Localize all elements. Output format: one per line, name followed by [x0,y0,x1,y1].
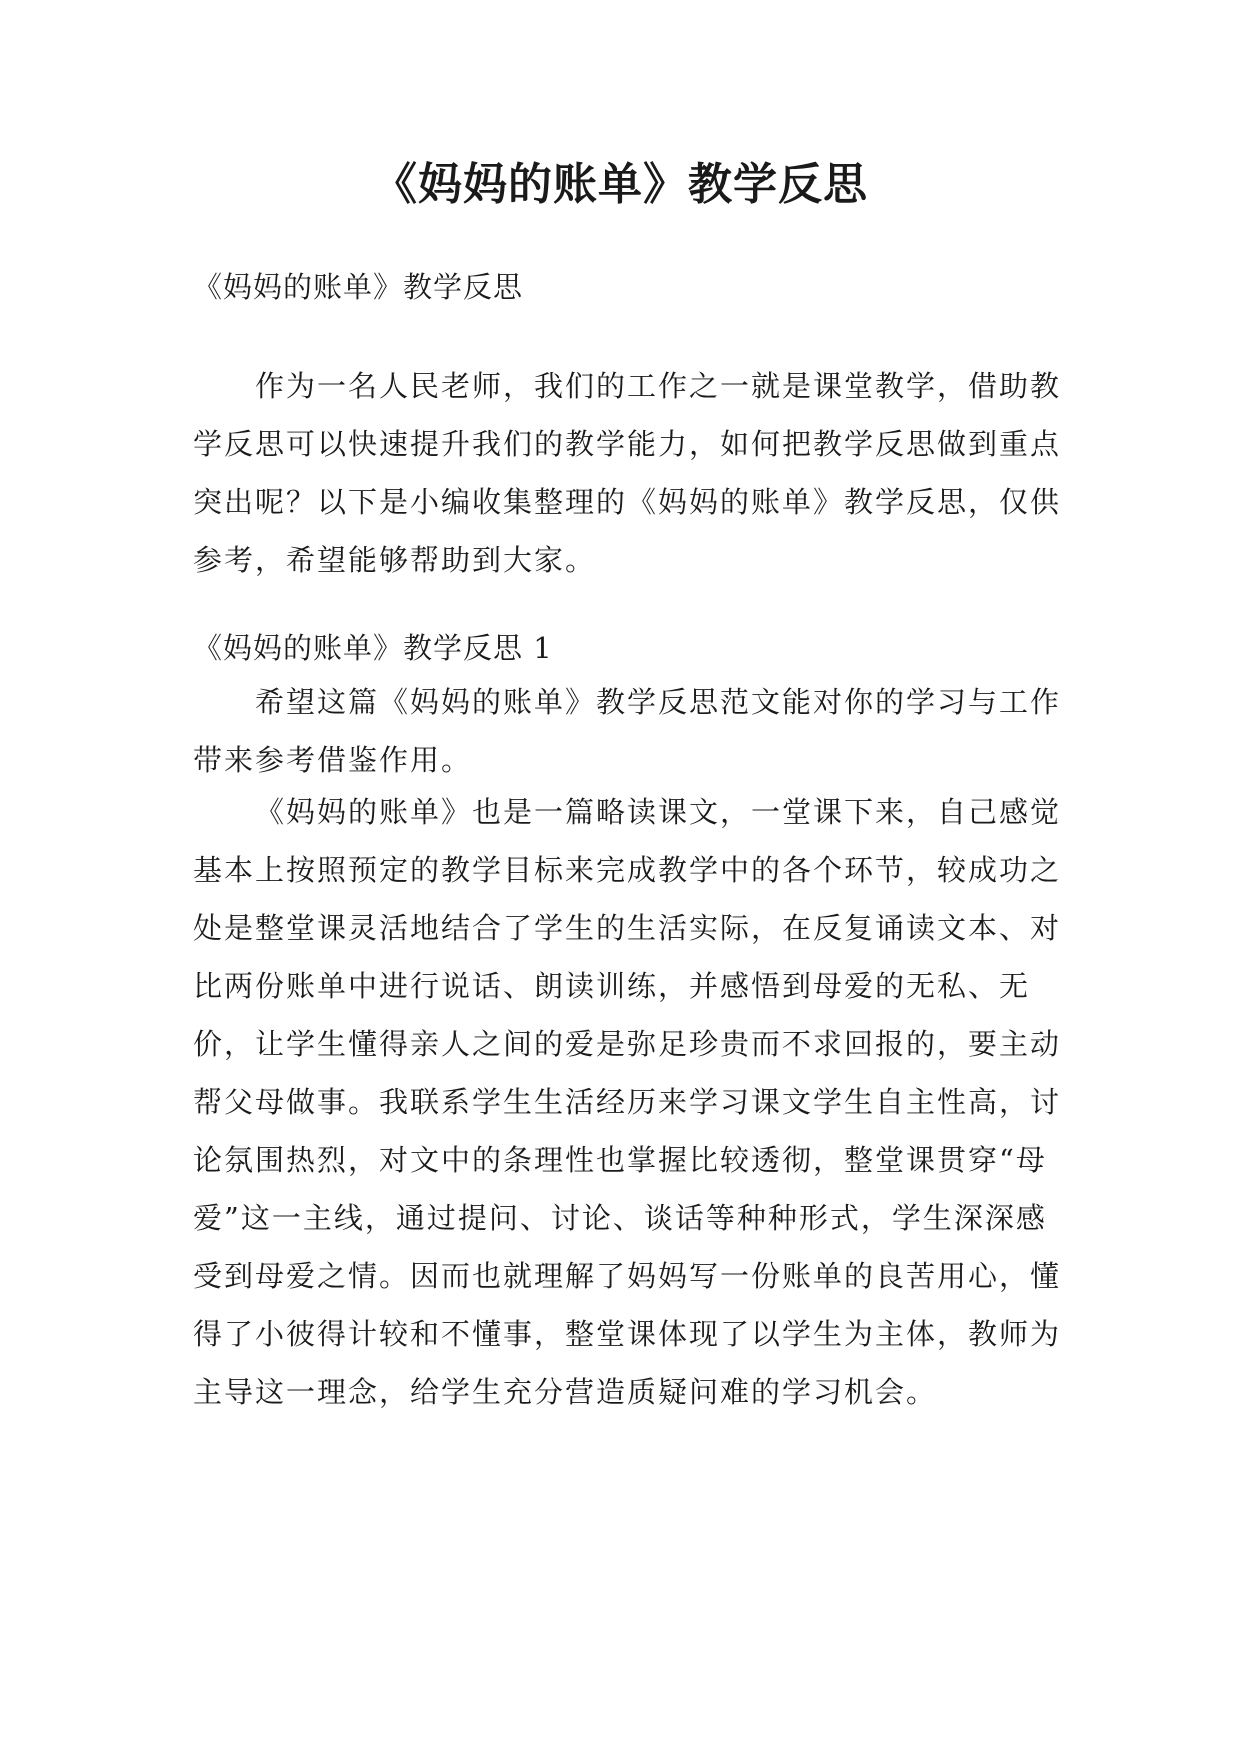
document-subtitle: 《妈妈的账单》教学反思 [193,270,524,304]
section-paragraph-2: 《妈妈的账单》也是一篇略读课文，一堂课下来，自己感觉基本上按照预定的教学目标来完成教学中的各个环节，较成功之处是整堂课灵活地结合了学生的生活实际，在反复诵读文本、对比两份账单中进行说话、朗读训练，并感悟到母爱的无私、无价，让学生懂得亲人之间的爱是弥足珍贵而不求回报的，要主动帮父母做事。我联系学生生活经历来学习课文学生自主性高，讨论氛围热烈，对文中的条理性也掌握比较透彻，整堂课贯穿“母爱”这一主线，通过提问、讨论、谈话等种种形式，学生深深感受到母爱之情。因而也就理解了妈妈写一份账单的良苦用心，懂得了小彼得计较和不懂事，整堂课体现了以学生为主体，教师为主导这一理念，给学生充分营造质疑问难的学习机会。 [193,795,1062,1409]
document-title: 《妈妈的账单》教学反思 [373,159,868,210]
intro-paragraph: 作为一名人民老师，我们的工作之一就是课堂教学，借助教学反思可以快速提升我们的教学能力，如何把教学反思做到重点突出呢？以下是小编收集整理的《妈妈的账单》教学反思，仅供参考，希望能够帮助到大家。 [193,369,1062,577]
section-paragraph-1: 希望这篇《妈妈的账单》教学反思范文能对你的学习与工作带来参考借鉴作用。 [193,685,1062,777]
section-heading: 《妈妈的账单》教学反思 1 [193,631,553,665]
